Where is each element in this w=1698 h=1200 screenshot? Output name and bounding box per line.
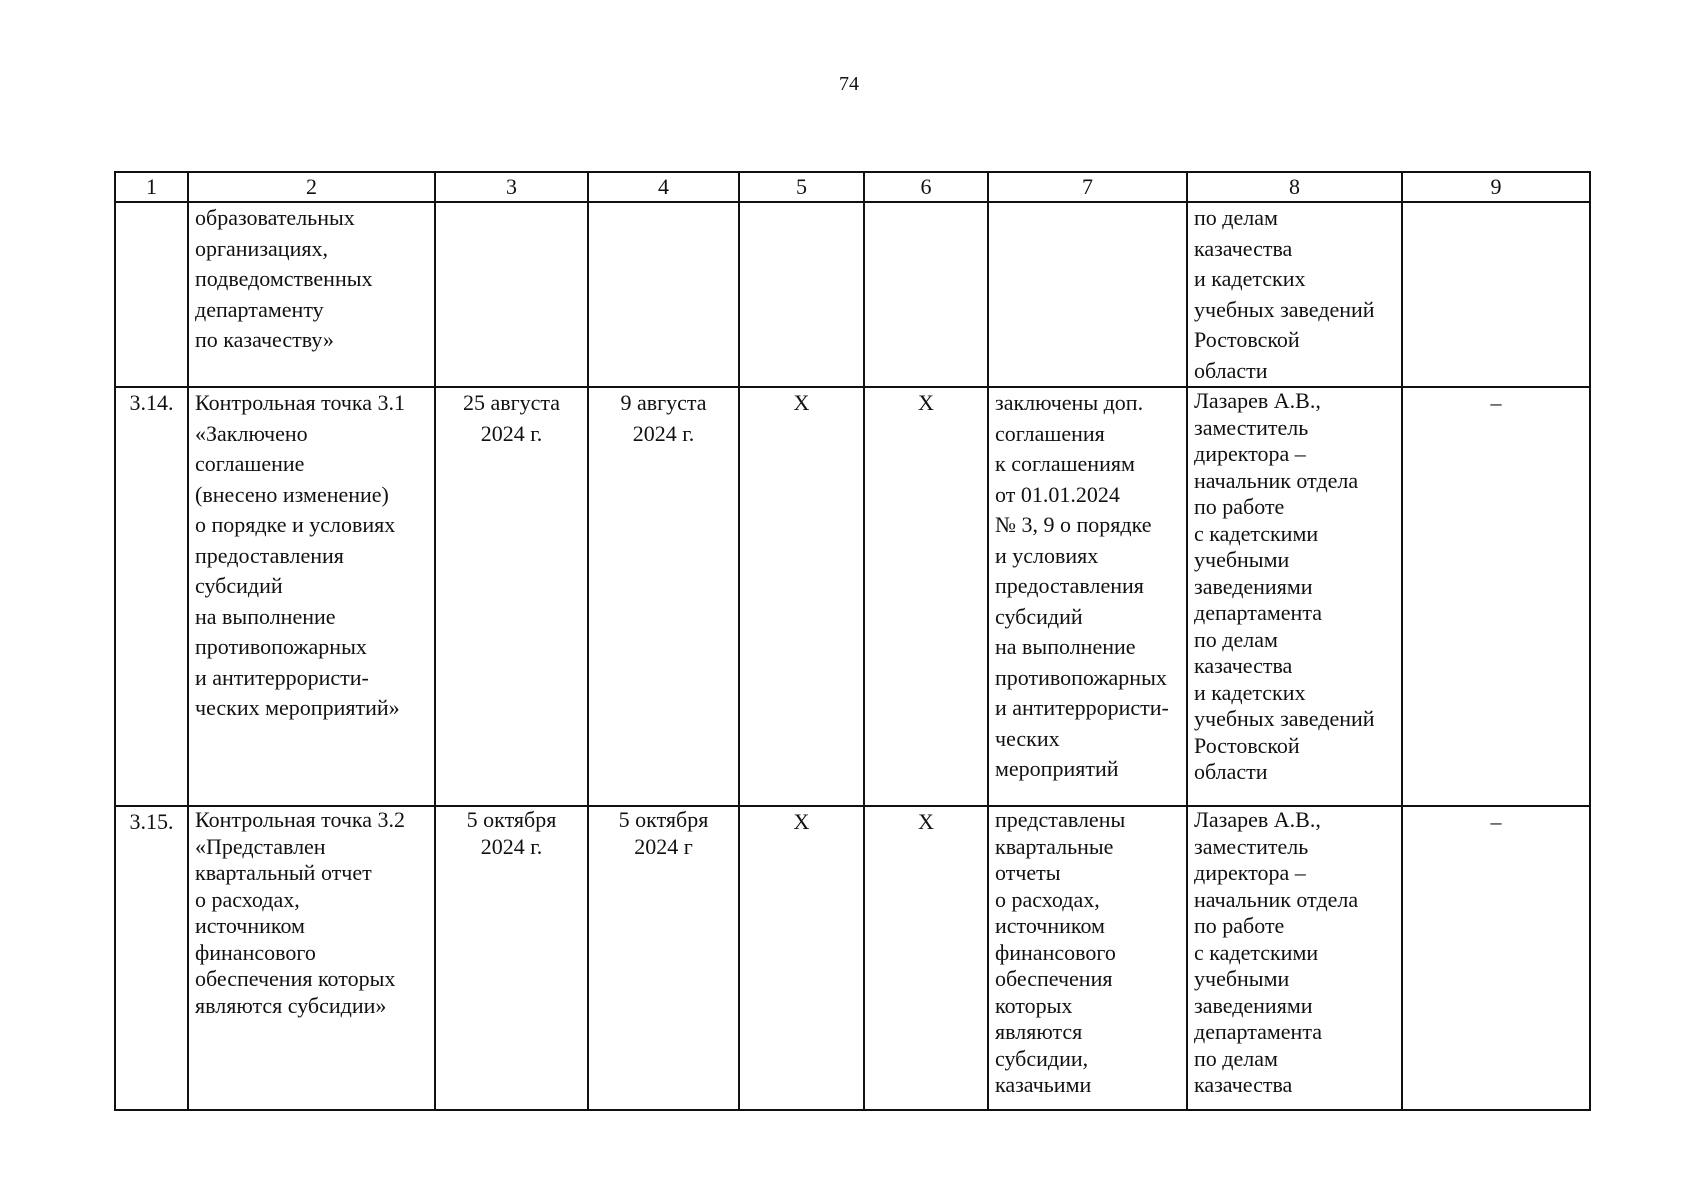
- notes-cell: [1402, 202, 1590, 387]
- event-name-cell: [188, 202, 435, 387]
- responsible-cell: [1187, 387, 1402, 806]
- planned-date: 5 октября 2024 г.: [466, 807, 557, 859]
- notes-cell: [1402, 806, 1590, 1110]
- col5-cell: [739, 202, 864, 387]
- actual-date: 5 октября 2024 г: [618, 807, 709, 859]
- responsible-text: Лазарев А.В., заместитель директора – начальник отдела по работе с кадетскими учебными заведениями департамента по делам казачества и кадетских учебных заведений Ростовской области: [1194, 388, 1375, 784]
- page-number: 74: [839, 73, 859, 95]
- notes-cell: [1402, 387, 1590, 806]
- col5-value: Х: [793, 390, 810, 415]
- row-number-cell: [115, 806, 188, 1110]
- result-cell: [988, 387, 1187, 806]
- header-col-9: 9: [1402, 172, 1590, 202]
- notes-text: –: [1490, 809, 1502, 834]
- responsible-cell: [1187, 202, 1402, 387]
- planned-date-cell: [435, 202, 588, 387]
- col5-cell: [739, 806, 864, 1110]
- plan-table: [114, 171, 1591, 1111]
- header-col-6: 6: [864, 172, 988, 202]
- header-col-1: 1: [115, 172, 188, 202]
- actual-date-cell: [588, 806, 739, 1110]
- event-name-cell: [188, 387, 435, 806]
- actual-date-cell: [588, 387, 739, 806]
- col5-cell: [739, 387, 864, 806]
- header-col-7: 7: [988, 172, 1187, 202]
- event-name-cell: [188, 806, 435, 1110]
- event-name: Контрольная точка 3.2 «Представлен квартальный отчет о расходах, источником финансового обеспечения которых являются субсидии»: [195, 807, 406, 1018]
- actual-date-cell: [588, 202, 739, 387]
- header-row: [115, 172, 1590, 202]
- planned-date-cell: [435, 806, 588, 1110]
- result-cell: [988, 806, 1187, 1110]
- row-number: 3.15.: [129, 809, 174, 834]
- actual-date: 9 августа 2024 г.: [620, 390, 707, 446]
- row-number: 3.14.: [129, 390, 174, 415]
- planned-date: 25 августа 2024 г.: [462, 390, 561, 446]
- responsible-text: по делам казачества и кадетских учебных заведений Ростовской области: [1194, 205, 1375, 383]
- col5-value: Х: [793, 809, 810, 834]
- row-number-cell: [115, 387, 188, 806]
- row-number-cell: [115, 202, 188, 387]
- col6-cell: [864, 387, 988, 806]
- planned-date-cell: [435, 387, 588, 806]
- table-row: [115, 806, 1590, 1110]
- event-name: образовательных организациях, подведомственных департаменту по казачеству»: [195, 205, 373, 352]
- header-col-2: 2: [188, 172, 435, 202]
- header-col-3: 3: [435, 172, 588, 202]
- col6-cell: [864, 806, 988, 1110]
- result-text: заключены доп. соглашения к соглашениям от 01.01.2024 № 3, 9 о порядке и условиях предоставления субсидий на выполнение противопожарных и антитеррористи- ческих мероприятий: [995, 390, 1169, 781]
- header-col-4: 4: [588, 172, 739, 202]
- result-text: представлены квартальные отчеты о расходах, источником финансового обеспечения которых являются субсидии, казачьими: [995, 807, 1126, 1097]
- event-name: Контрольная точка 3.1 «Заключено соглашение (внесено изменение) о порядке и условиях предоставления субсидий на выполнение противопожарных и антитеррористи- ческих мероприятий»: [195, 390, 406, 720]
- table-row: [115, 387, 1590, 806]
- notes-text: –: [1490, 390, 1502, 415]
- responsible-cell: [1187, 806, 1402, 1110]
- responsible-text: Лазарев А.В., заместитель директора – начальник отдела по работе с кадетскими учебными заведениями департамента по делам казачества: [1194, 807, 1359, 1097]
- col6-value: Х: [918, 390, 934, 415]
- header-col-5: 5: [739, 172, 864, 202]
- result-cell: [988, 202, 1187, 387]
- col6-value: Х: [918, 809, 934, 834]
- col6-cell: [864, 202, 988, 387]
- table-row: [115, 202, 1590, 387]
- header-col-8: 8: [1187, 172, 1402, 202]
